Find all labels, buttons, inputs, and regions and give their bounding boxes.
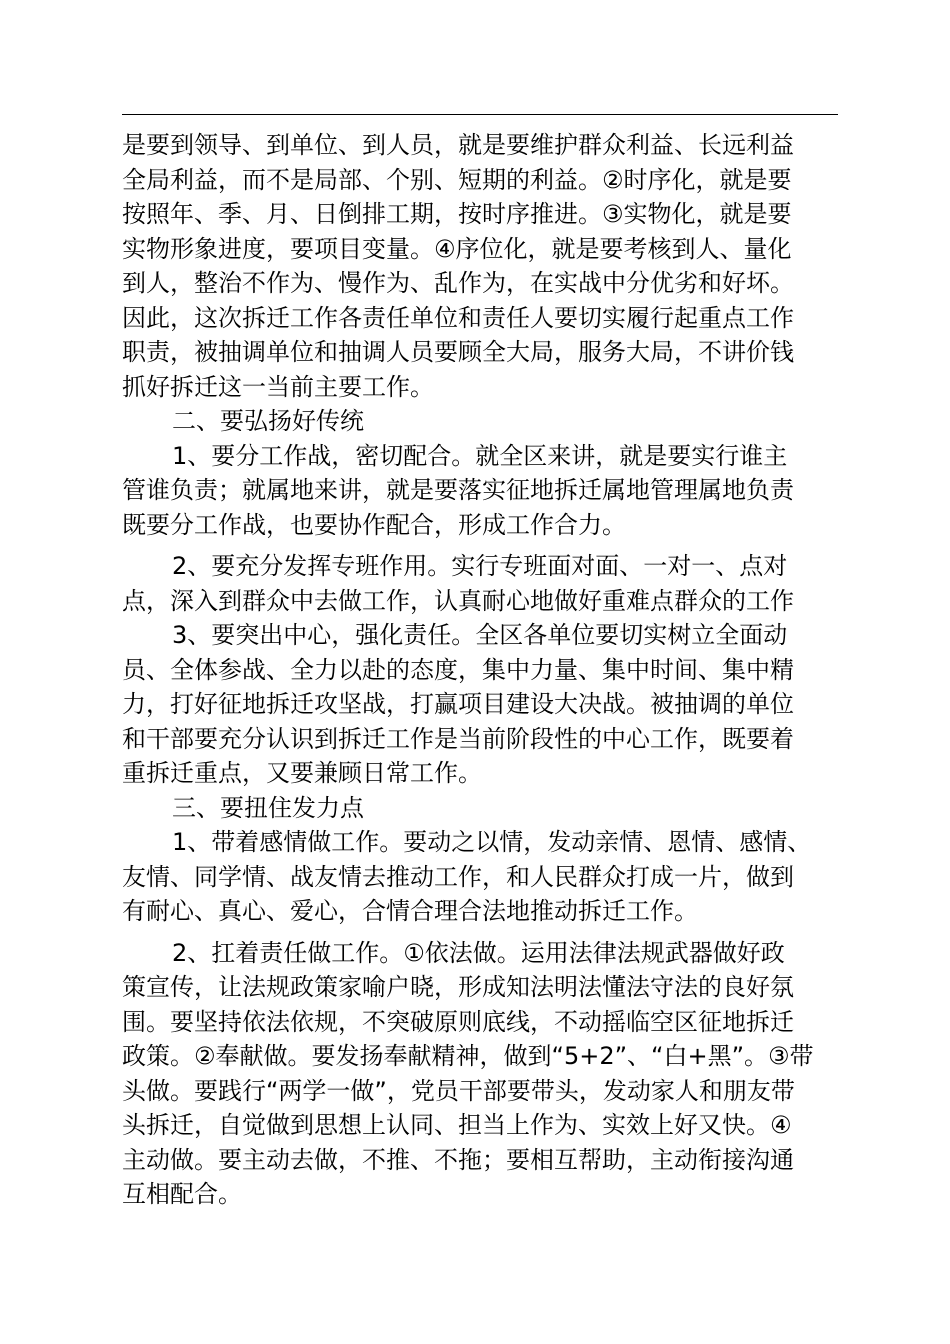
text-line: 重拆迁重点，又要兼顾日常工作。 [122,759,482,787]
text-line: 友情、同学情、战友情去推动工作，和人民群众打成一片，做到 [122,862,794,891]
text-line: 到人，整治不作为、慢作为、乱作为，在实战中分优劣和好坏。 [122,269,794,297]
text-line: 政策。②奉献做。要发扬奉献精神，做到“5+2”、“白+黑”。③带 [122,1042,814,1070]
text-line: 按照年、季、月、日倒排工期，按时序推进。③实物化，就是要 [122,200,792,228]
text-line: 3、要突出中心，强化责任。全区各单位要切实树立全面动 [172,621,788,649]
text-line: 主动做。要主动去做，不推、不拖；要相互帮助，主动衔接沟通 [122,1145,794,1174]
section-heading: 三、要扭住发力点 [172,793,364,822]
text-line: 是要到领导、到单位、到人员，就是要维护群众利益、长远利益 [122,131,794,159]
text-line: 职责，被抽调单位和抽调人员要顾全大局，服务大局，不讲价钱 [122,338,794,366]
text-line: 2、扛着责任做工作。①依法做。运用法律法规武器做好政 [172,938,785,967]
text-line: 力，打好征地拆迁攻坚战，打赢项目建设大决战。被抽调的单位 [122,690,794,718]
document-body [122,128,862,1212]
text-line: 互相配合。 [122,1180,242,1208]
text-line: 1、带着感情做工作。要动之以情，发动亲情、恩情、感情、 [172,828,812,856]
text-line: 头做。要践行“两学一做”，党员干部要带头，发动家人和朋友带 [122,1076,795,1105]
header-rule [122,114,838,115]
section-heading: 二、要弘扬好传统 [172,407,364,435]
text-line: 点，深入到群众中去做工作，认真耐心地做好重难点群众的工作 [122,586,794,615]
text-line: 1、要分工作战，密切配合。就全区来讲，就是要实行谁主 [172,441,788,470]
text-line: 2、要充分发挥专班作用。实行专班面对面、一对一、点对 [172,552,788,580]
text-line: 既要分工作战，也要协作配合，形成工作合力。 [122,510,626,539]
text-line: 管谁负责；就属地来讲，就是要落实征地拆迁属地管理属地负责 [122,476,794,504]
text-line: 抓好拆迁这一当前主要工作。 [122,372,434,401]
text-line: 和干部要充分认识到拆迁工作是当前阶段性的中心工作，既要着 [122,724,794,753]
text-line: 头拆迁，自觉做到思想上认同、担当上作为、实效上好又快。④ [122,1111,792,1139]
text-line: 全局利益，而不是局部、个别、短期的利益。②时序化，就是要 [122,165,792,194]
text-line: 围。要坚持依法依规，不突破原则底线，不动摇临空区征地拆迁 [122,1007,794,1036]
text-line: 有耐心、真心、爱心，合情合理合法地推动拆迁工作。 [122,897,698,925]
text-line: 策宣传，让法规政策家喻户晓，形成知法明法懂法守法的良好氛 [122,973,794,1001]
text-line: 因此，这次拆迁工作各责任单位和责任人要切实履行起重点工作 [122,303,794,332]
text-line: 实物形象进度，要项目变量。④序位化，就是要考核到人、量化 [122,234,792,263]
text-line: 员、全体参战、全力以赴的态度，集中力量、集中时间、集中精 [122,655,794,684]
